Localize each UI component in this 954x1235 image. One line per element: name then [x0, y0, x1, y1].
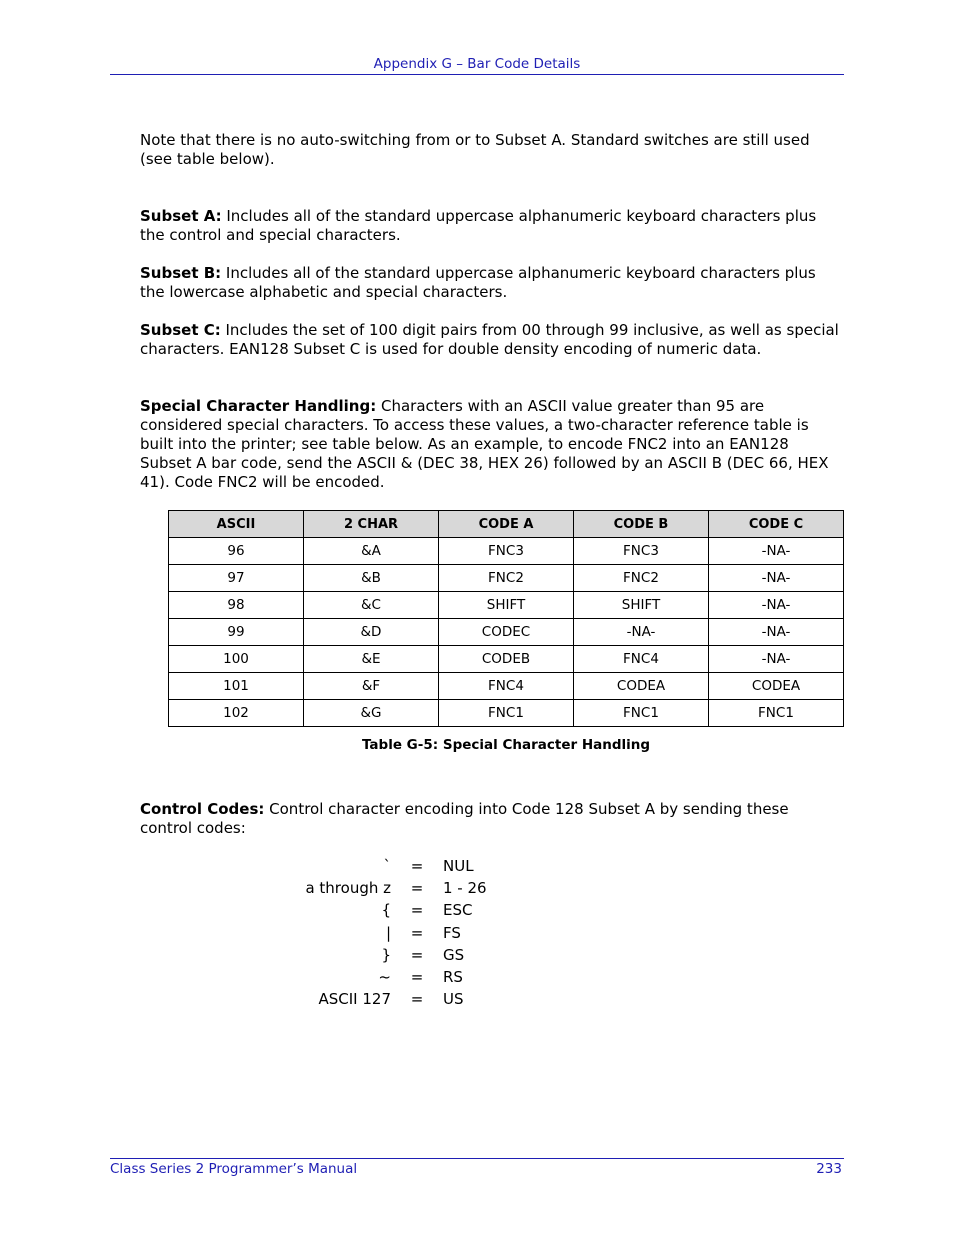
table-cell: FNC2 [574, 565, 709, 592]
table-cell: CODEA [574, 673, 709, 700]
table-cell: CODEB [439, 646, 574, 673]
control-code-key: ~ [378, 967, 391, 986]
table-caption: Table G-5: Special Character Handling [361, 737, 651, 753]
control-code-key: { [381, 901, 391, 920]
subset-a-label: Subset A: [140, 207, 222, 225]
special-handling-paragraph [140, 397, 844, 492]
table-cell: FNC1 [709, 700, 844, 727]
table-cell: -NA- [574, 619, 709, 646]
subset-b-text: Includes all of the standard uppercase alphanumeric keyboard characters plus the lowercase alphabetic and special characters. [140, 264, 816, 301]
control-code-value: GS [443, 945, 465, 964]
table-row [169, 673, 844, 700]
control-code-row [250, 899, 570, 921]
subset-c-text: Includes the set of 100 digit pairs from 00 through 99 inclusive, as well as special characters. EAN128 Subset C is used for double density encoding of numeric data. [140, 321, 839, 358]
table-cell: 98 [169, 592, 304, 619]
table-cell: 102 [169, 700, 304, 727]
intro-paragraph: Note that there is no auto-switching from or to Subset A. Standard switches are still used (see table below). [140, 131, 810, 168]
table-cell: -NA- [709, 646, 844, 673]
table-cell: SHIFT [574, 592, 709, 619]
table-cell: FNC2 [439, 565, 574, 592]
footer-page-number: 233 [816, 1161, 842, 1177]
control-codes-paragraph [140, 800, 844, 838]
control-code-key: | [385, 923, 391, 942]
subset-b-paragraph [140, 264, 844, 302]
control-code-equals: = [410, 879, 424, 898]
table-cell: &G [304, 700, 439, 727]
table-row [169, 538, 844, 565]
table-cell: &E [304, 646, 439, 673]
control-code-key: ASCII 127 [318, 990, 391, 1009]
control-code-row [250, 855, 570, 877]
footer-divider [110, 1158, 844, 1159]
control-code-equals: = [410, 990, 424, 1009]
control-code-row [250, 966, 570, 988]
special-handling-text: Characters with an ASCII value greater than 95 are considered special characters. To access these values, a two-character reference table is built into the printer; see table below. As an example, to encode FNC2 into an EAN128 Subset A bar code, send the ASCII & (DEC 38, HEX 26) followed by an ASCII B (DEC 66, HEX 41). Code FNC2 will be encoded. [140, 397, 829, 491]
control-code-row [250, 922, 570, 944]
table-cell: CODEA [709, 673, 844, 700]
subset-c-paragraph [140, 321, 844, 359]
table-cell: -NA- [709, 619, 844, 646]
control-code-value: RS [443, 967, 463, 986]
control-code-row [250, 988, 570, 1010]
control-code-key: a through z [305, 879, 391, 898]
header-divider [110, 74, 844, 75]
table-header-cell: CODE C [709, 511, 844, 538]
table-cell: &B [304, 565, 439, 592]
control-code-value: NUL [443, 857, 474, 875]
table-cell: -NA- [709, 538, 844, 565]
table-header-cell: ASCII [169, 511, 304, 538]
page-header-title: Appendix G – Bar Code Details [373, 56, 581, 72]
table-header-cell: 2 CHAR [304, 511, 439, 538]
table-cell: SHIFT [439, 592, 574, 619]
table-cell: FNC1 [574, 700, 709, 727]
table-cell: &A [304, 538, 439, 565]
table-cell: FNC3 [439, 538, 574, 565]
table-row [169, 646, 844, 673]
control-codes-label: Control Codes: [140, 800, 265, 818]
table-cell: &C [304, 592, 439, 619]
control-code-equals: = [410, 967, 424, 986]
control-code-key: } [381, 945, 391, 964]
table-row [169, 700, 844, 727]
control-codes-list [250, 855, 570, 1010]
subset-b-label: Subset B: [140, 264, 222, 282]
control-code-equals: = [410, 923, 424, 942]
control-codes-text: Control character encoding into Code 128 Subset A by sending these control codes: [140, 800, 789, 837]
control-code-equals: = [410, 901, 424, 920]
table-cell: 101 [169, 673, 304, 700]
table-cell: -NA- [709, 592, 844, 619]
footer-manual-title: Class Series 2 Programmer’s Manual [110, 1161, 358, 1177]
table-cell: 96 [169, 538, 304, 565]
table-cell: FNC4 [574, 646, 709, 673]
table-cell: 99 [169, 619, 304, 646]
control-code-row [250, 877, 570, 899]
control-code-equals: = [410, 857, 424, 875]
table-header-row [169, 511, 844, 538]
control-code-value: US [443, 990, 464, 1009]
subset-c-label: Subset C: [140, 321, 221, 339]
special-character-table [168, 510, 844, 727]
table-cell: CODEC [439, 619, 574, 646]
table-cell: FNC1 [439, 700, 574, 727]
table-cell: -NA- [709, 565, 844, 592]
subset-a-text: Includes all of the standard uppercase alphanumeric keyboard characters plus the control and special characters. [140, 207, 817, 244]
subset-a-paragraph [140, 207, 844, 245]
table-cell: 100 [169, 646, 304, 673]
control-code-value: 1 - 26 [443, 879, 487, 898]
control-code-value: FS [443, 923, 461, 942]
table-cell: &F [304, 673, 439, 700]
table-cell: FNC4 [439, 673, 574, 700]
special-handling-label: Special Character Handling: [140, 397, 377, 415]
control-code-row [250, 944, 570, 966]
table-cell: 97 [169, 565, 304, 592]
control-code-value: ESC [443, 901, 473, 920]
table-row [169, 565, 844, 592]
table-row [169, 592, 844, 619]
table-cell: FNC3 [574, 538, 709, 565]
control-code-equals: = [410, 945, 424, 964]
table-header-cell: CODE B [574, 511, 709, 538]
table-cell: &D [304, 619, 439, 646]
control-code-key: ` [383, 857, 391, 875]
table-row [169, 619, 844, 646]
table-header-cell: CODE A [439, 511, 574, 538]
